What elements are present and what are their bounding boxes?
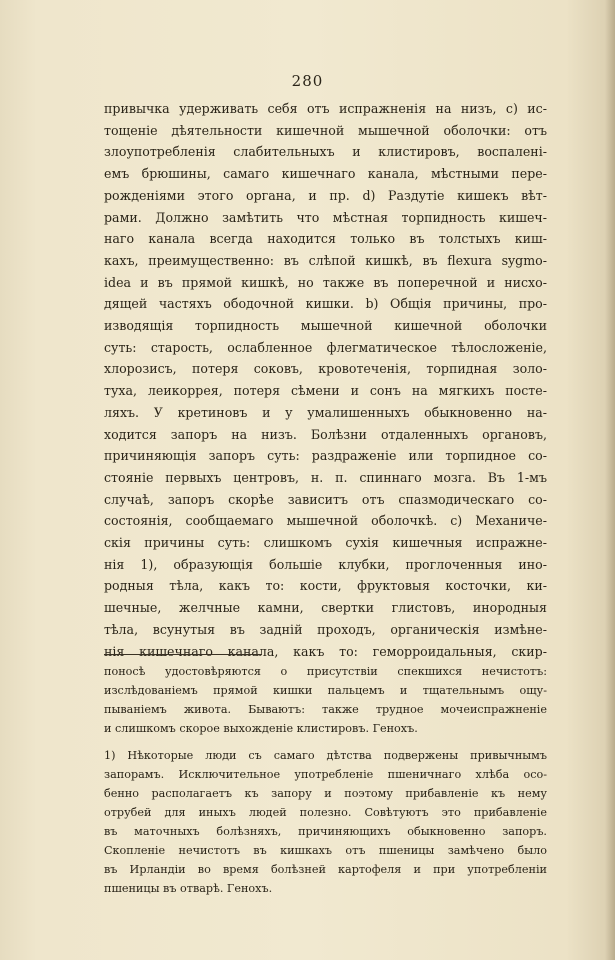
- footnote-1-line: бенно располагаетъ къ запору и поэтому прибавленіе къ нему: [104, 787, 547, 800]
- text-line: нія 1), образующія большіе клубки, проглоченныя ино-: [104, 556, 547, 572]
- text-line: случаѣ, запоръ скорѣе зависитъ отъ спазмодическаго со-: [104, 491, 547, 507]
- footnote-line: и слишкомъ скорое выхожденіе клистировъ. Генохъ.: [104, 722, 418, 735]
- footnote-gap: [104, 738, 547, 746]
- text-line: родныя тѣла, какъ то: кости, фруктовыя косточки, ки-: [104, 578, 547, 594]
- text-line: ходится запоръ на низъ. Болѣзни отдаленныхъ органовъ,: [104, 426, 547, 442]
- text-line: шечные, желчные камни, свертки глистовъ, инородныя: [104, 600, 547, 616]
- footnote-1-line: въ маточныхъ болѣзняхъ, причиняющихъ обыкновенно запоръ.: [104, 825, 547, 838]
- text-line: нія кишечнаго канала, какъ то: геморроидальныя, скир-: [104, 643, 547, 659]
- text-line: хлорозисъ, потеря соковъ, кровотеченія, торпидная золо-: [104, 361, 547, 377]
- text-line: кахъ, преимущественно: въ слѣпой кишкѣ, въ flexura sygmo-: [104, 252, 547, 268]
- page-edge-shadow: [605, 0, 615, 960]
- text-line: емъ брюшины, самаго кишечнаго канала, мѣстными пере-: [104, 166, 547, 182]
- footnote-divider: [104, 654, 262, 655]
- text-line: рами. Должно замѣтить что мѣстная торпидность кишеч-: [104, 209, 547, 225]
- text-line: idea и въ прямой кишкѣ, но также въ поперечной и нисхо-: [104, 274, 547, 290]
- main-text-block: [104, 98, 547, 662]
- text-line: тощеніе дѣятельности кишечной мышечной оболочки: отъ: [104, 122, 547, 138]
- text-line: туха, леикоррея, потеря сѣмени и сонъ на мягкихъ посте-: [104, 383, 547, 399]
- footnote-1-line: пшеницы въ отварѣ. Генохъ.: [104, 882, 273, 895]
- text-line: тѣла, всунутыя въ задній проходъ, органическія измѣне-: [104, 621, 547, 637]
- text-line: ляхъ. У кретиновъ и у умалишенныхъ обыкновенно на-: [104, 404, 547, 420]
- text-line: рожденіями этого органа, и пр. d) Раздутіе кишекъ вѣт-: [104, 187, 547, 203]
- text-line: состоянія, сообщаемаго мышечной оболочкѣ. c) Механиче-: [104, 513, 547, 529]
- footnote-1-line: отрубей для иныхъ людей полезно. Совѣтуютъ это прибавленіе: [104, 806, 547, 819]
- text-line: изводящія торпидность мышечной кишечной оболочки: [104, 318, 547, 334]
- text-line: суть: старость, ослабленное флегматическое тѣлосложеніе,: [104, 339, 547, 355]
- footnote-1-line: Скопленіе нечистотъ въ кишкахъ отъ пшеницы замѣчено было: [104, 844, 547, 857]
- text-line: стояніе первыхъ центровъ, н. п. спиннаго мозга. Въ 1-мъ: [104, 469, 547, 485]
- page-number: 280: [291, 72, 324, 90]
- footnote-1-line: въ Ирландіи во время болѣзней картофеля и при употребленіи: [104, 863, 547, 876]
- text-line: злоупотребленія слабительныхъ и клистировъ, воспалені-: [104, 144, 547, 160]
- footnote-1-line: 1) Нѣкоторые люди съ самаго дѣтства подвержены привычнымъ: [104, 749, 547, 762]
- text-line: дящей частяхъ ободочной кишки. b) Общія причины, про-: [104, 296, 547, 312]
- footnotes-block: [104, 662, 547, 898]
- footnote-line: пываніемъ живота. Бываютъ: также трудное мочеиспражненіе: [104, 703, 547, 716]
- text-line: наго канала всегда находится только въ толстыхъ киш-: [104, 231, 547, 247]
- text-line: скія причины суть: слишкомъ сухія кишечныя испражне-: [104, 535, 547, 551]
- footnote-line: изслѣдованіемъ прямой кишки пальцемъ и тщательнымъ ощу-: [104, 684, 547, 697]
- text-line: причиняющія запоръ суть: раздраженіе или торпидное со-: [104, 448, 547, 464]
- footnote-1-line: запорамъ. Исключительное употребленіе пшеничнаго хлѣба осо-: [104, 768, 547, 781]
- footnote-line: поносѣ удостовѣряются о присутствіи спекшихся нечистотъ:: [104, 665, 547, 678]
- text-line: привычка удерживать себя отъ испражненія на низъ, c) ис-: [104, 101, 547, 116]
